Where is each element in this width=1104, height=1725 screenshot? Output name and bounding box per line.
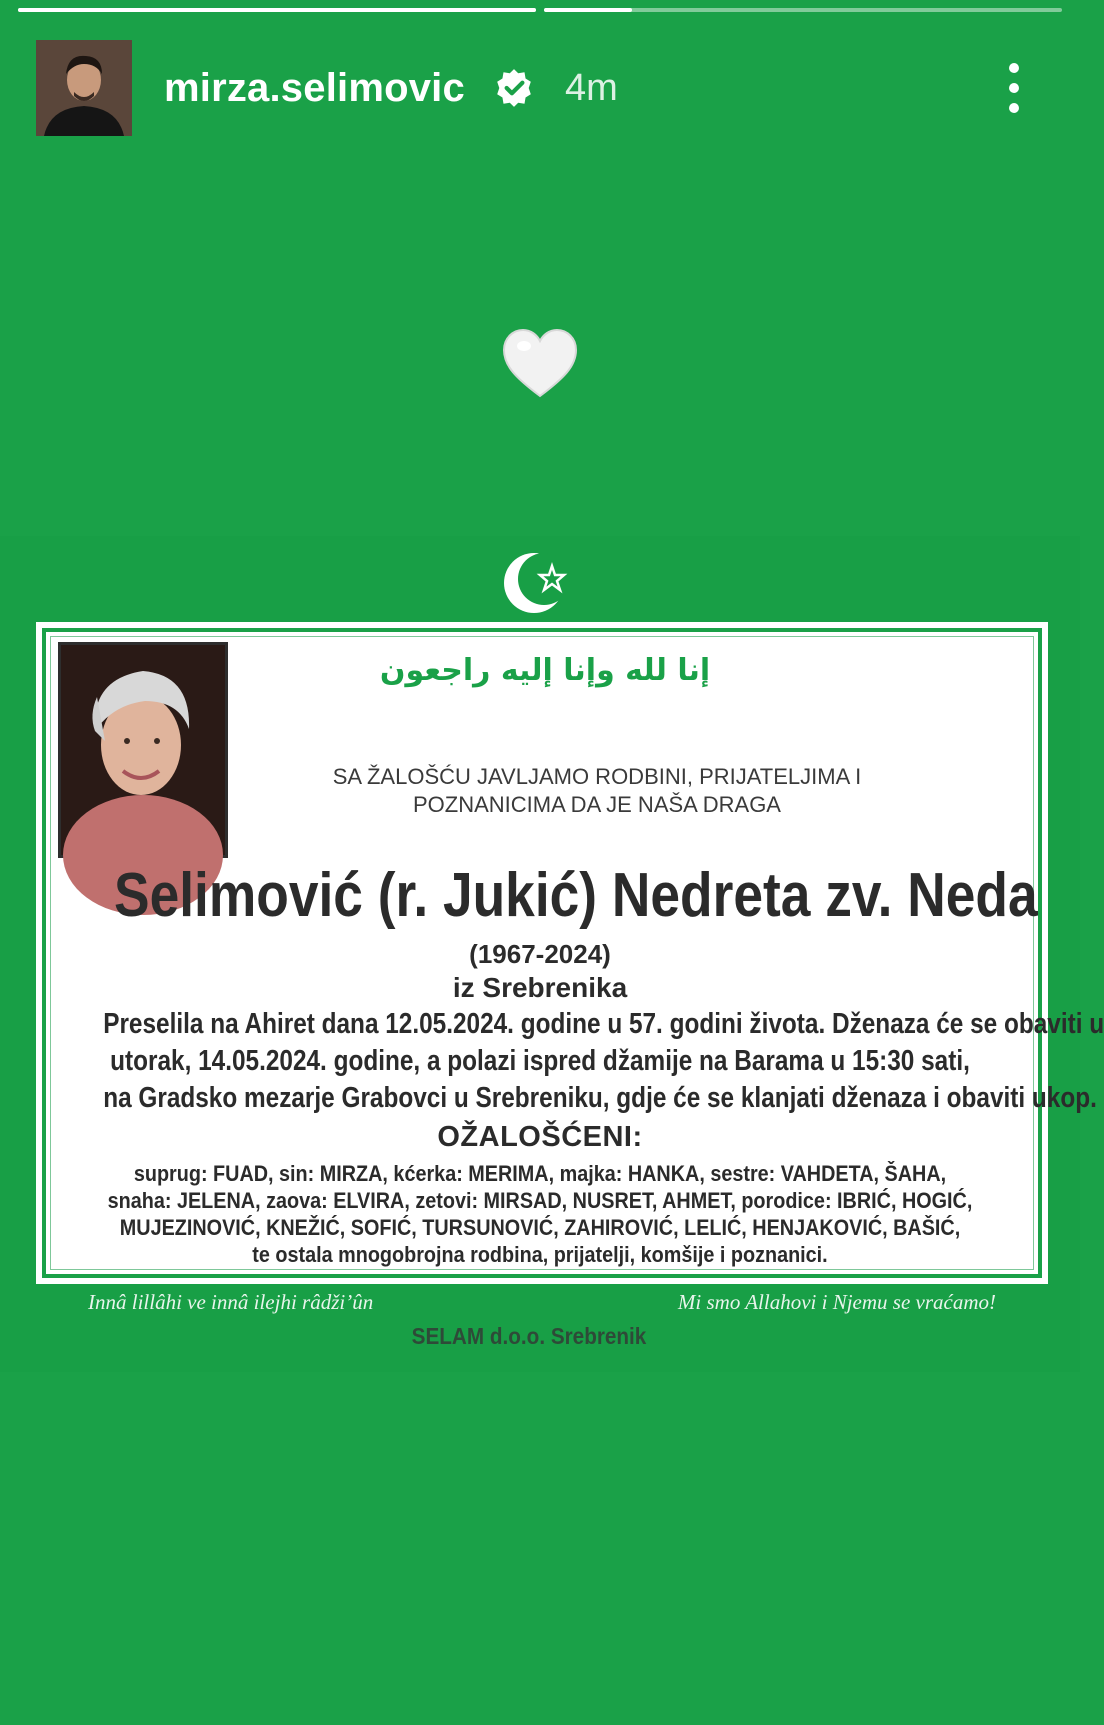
white-heart-emoji [502,326,578,402]
username[interactable]: mirza.selimovic [164,65,465,110]
story-progress-bar [18,8,1062,12]
svg-text:إنا لله وإنا إليه راجعون: إنا لله وإنا إليه راجعون [379,653,711,688]
story-header [36,40,1044,136]
funeral-company: SELAM d.o.o. Srebrenik [411,1323,647,1349]
more-options-icon[interactable] [1004,62,1024,114]
funeral-details [20,1006,1104,1117]
footer-translation: Mi smo Allahovi i Njemu se vraćamo! [677,1290,996,1314]
avatar[interactable] [36,40,132,136]
verified-badge-icon [493,67,535,109]
mourners-line: MUJEZINOVIĆ, KNEŽIĆ, SOFIĆ, TURSUNOVIĆ, ZAHIROVIĆ, LELIĆ, HENJAKOVIĆ, BAŠIĆ, [119,1215,961,1240]
story-progress-segment [544,8,1062,12]
mourners-line: suprug: FUAD, sin: MIRZA, kćerka: MERIMA, majka: HANKA, sestre: VAHDETA, ŠAHA, [133,1161,947,1186]
crescent-star-icon [500,548,580,618]
progress-fill [544,8,632,12]
intro-line: SA ŽALOŠĆU JAVLJAMO RODBINI, PRIJATELJIMA I [332,764,862,789]
progress-fill [18,8,536,12]
post-time: 4m [564,66,618,109]
mourners-title: OŽALOŠĆENI: [437,1121,643,1153]
mourners-list [20,1160,1060,1268]
arabic-calligraphy [379,646,711,694]
mourners-line: te ostala mnogobrojna rodbina, prijatelji, komšije i poznanici. [252,1242,828,1267]
details-line: na Gradsko mezarje Grabovci u Srebreniku, gdje će se klanjati dženaza i obaviti ukop. [103,1082,1097,1114]
intro-line: POZNANICIMA DA JE NAŠA DRAGA [413,792,781,817]
deceased-name: Selimović (r. Jukić) Nedreta zv. Neda [114,861,1038,930]
hometown: iz Srebrenika [452,972,628,1003]
footer-transliteration: Innâ lillâhi ve innâ ilejhi râdži’ûn [88,1290,374,1314]
life-years: (1967-2024) [469,939,611,969]
mourners-line: snaha: JELENA, zaova: ELVIRA, zetovi: MIRSAD, NUSRET, AHMET, porodice: IBRIĆ, HOGIĆ, [107,1188,973,1213]
details-line: Preselila na Ahiret dana 12.05.2024. godine u 57. godini života. Dženaza će se obaviti u [103,1008,1104,1040]
details-line: utorak, 14.05.2024. godine, a polazi ispred džamije na Barama u 15:30 sati, [110,1045,970,1077]
deceased-photo [58,642,228,858]
announcement-intro [262,763,932,819]
story-progress-segment [18,8,536,12]
